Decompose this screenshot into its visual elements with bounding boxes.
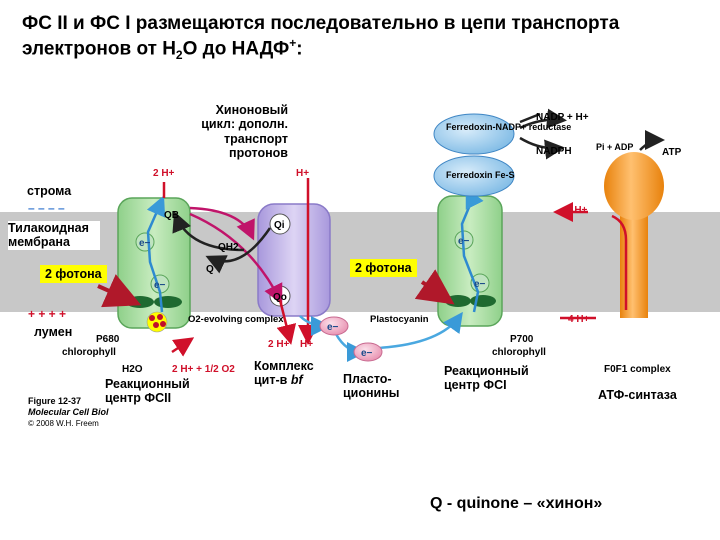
label-plastocyanins: Пласто-ционины [343,372,400,401]
label-plastocyanin: Plastocyanin [370,314,429,325]
label-2h-top: 2 H+ [153,168,175,179]
label-h-bottom: H+ [300,339,314,350]
label-atp: ATP [662,147,682,158]
label-fnr: Ferredoxin-NADP+ reductase [446,122,572,132]
label-minus: – – – – [28,201,65,215]
label-nadph: NADPH [536,146,572,157]
label-2h-o2: 2 H+ + 1/2 O2 [172,364,235,375]
label-qi: Qi [274,220,285,231]
psi-complex [434,114,514,326]
label-p680: P680 [96,334,120,345]
label-h2o: H2O [122,364,143,375]
title-line1: ФС II и ФС I размещаются последовательно в цепи транспорта [22,13,620,34]
label-cyt-bf: Комплекс цит-в bf [254,359,314,388]
label-chlorophyll-left: chlorophyll [62,347,116,358]
label-photons-left: 2 фотона [40,265,107,283]
electron-psi-2: e− [474,279,486,290]
label-p700: P700 [510,334,534,345]
electron-pc-1: e− [327,322,339,333]
label-o2-complex: O2-evolving complex [188,314,284,325]
label-qo: Qo [273,292,287,303]
label-pi-adp: Pi + ADP [596,142,634,152]
label-chlorophyll-right: chlorophyll [492,347,546,358]
figure-book: Molecular Cell Biol [28,407,109,417]
label-plus: + + + + [28,307,67,321]
label-4h-bottom: 4 H+ [568,314,590,325]
electron-psi-1: e− [458,236,470,247]
label-stroma: строма [27,184,72,198]
label-psi-center: Реакционный центр ФСI [444,364,529,393]
figure-copyright: © 2008 W.H. Freem [28,419,99,428]
electron-psii-2: e− [154,280,166,291]
label-ferredoxin: Ferredoxin Fe-S [446,170,515,180]
label-h-top: H+ [296,168,310,179]
electron-pc-2: e− [361,348,373,359]
label-quinone-cycle: Хиноновый цикл: дополн. транспорт протонов [201,103,288,161]
title-line2: электронов от $Н_2О$ до НАДФ+: [22,36,303,63]
label-f0f1: F0F1 complex [604,364,671,375]
psii-complex [118,198,190,332]
label-qh2: QH2 [218,242,239,253]
label-psii-center: Реакционный центр ФСII [105,377,190,406]
label-2h-bottom: 2 H+ [268,339,290,350]
cyt-bf-complex [258,204,330,316]
quinone-note: Q - quinone – «хинон» [430,495,603,512]
figure-number: Figure 12-37 [28,396,82,406]
label-nadp: NADP + H+ [536,112,589,123]
label-q: Q [206,264,214,275]
label-photons-right: 2 фотона [350,259,417,277]
electron-psii-1: e− [139,238,151,249]
label-qb: QB [164,210,179,221]
label-4h-top: 4 H+ [566,205,588,216]
label-lumen: лумен [34,325,73,339]
label-atp-synthase: АТФ-синтаза [598,388,677,402]
page-title [22,12,619,64]
label-thylakoid: Тилакоидная мембрана [8,221,100,250]
